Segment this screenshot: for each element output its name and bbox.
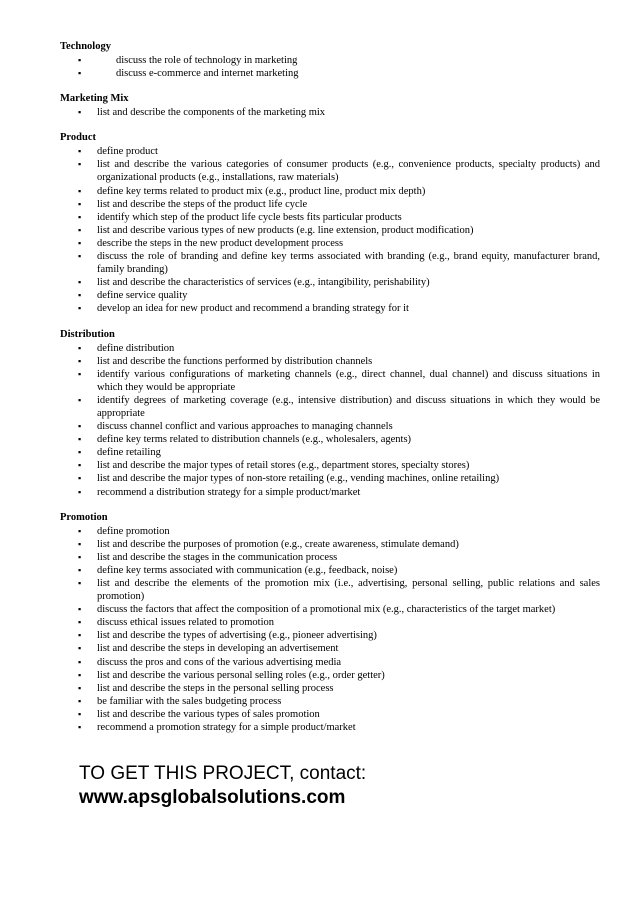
list-item — [60, 629, 600, 642]
list-item — [60, 446, 600, 459]
list-item-text: list and describe the various categories of consumer products (e.g., convenience products, specialty products) and organizational products (e.g., installations, raw materials) — [97, 159, 600, 184]
bullet-square-icon: ▪ — [78, 342, 82, 353]
section-heading: Marketing Mix — [60, 93, 129, 105]
list-item-text: list and describe the characteristics of services (e.g., intangibility, perishability) — [97, 277, 430, 289]
list-item-text: list and describe the components of the marketing mix — [97, 107, 326, 119]
bullet-square-icon: ▪ — [78, 447, 82, 458]
bullet-square-icon: ▪ — [78, 617, 82, 628]
list-item-text: define promotion — [97, 525, 170, 537]
bullet-list — [60, 525, 600, 735]
bullet-square-icon: ▪ — [78, 551, 82, 562]
list-item-text: list and describe the stages in the communication process — [97, 551, 338, 563]
bullet-square-icon: ▪ — [78, 525, 82, 536]
bullet-square-icon: ▪ — [78, 708, 82, 719]
list-item-text: develop an idea for new product and recommend a branding strategy for it — [97, 303, 409, 315]
list-item-text: list and describe the steps in the personal selling process — [97, 682, 334, 694]
list-item — [60, 603, 600, 616]
bullet-square-icon: ▪ — [78, 564, 82, 575]
bullet-square-icon: ▪ — [78, 68, 82, 79]
list-item-text: discuss the role of technology in marketing — [116, 55, 298, 66]
list-item-text: describe the steps in the new product development process — [97, 237, 344, 249]
contact-block — [79, 762, 366, 810]
list-item — [60, 420, 600, 433]
list-item-text: identify various configurations of marketing channels (e.g., direct channel, dual channel) and discuss situations in which they would be appropriate — [97, 368, 600, 393]
list-item — [60, 106, 600, 119]
bullet-square-icon: ▪ — [78, 211, 82, 222]
list-item-text: define key terms associated with communication (e.g., feedback, noise) — [97, 564, 398, 576]
list-item — [60, 185, 600, 198]
bullet-square-icon: ▪ — [78, 434, 82, 445]
section-heading: Distribution — [60, 328, 115, 340]
section-marketing-mix — [60, 92, 600, 119]
bullet-square-icon: ▪ — [78, 277, 82, 288]
list-item — [60, 237, 600, 250]
bullet-square-icon: ▪ — [78, 224, 82, 235]
list-item-text: list and describe the functions performed by distribution channels — [97, 355, 373, 367]
section-promotion — [60, 511, 600, 735]
section-technology — [60, 40, 600, 80]
list-item — [60, 695, 600, 708]
list-item — [60, 577, 600, 603]
list-item — [60, 394, 600, 420]
bullet-square-icon: ▪ — [78, 578, 82, 588]
bullet-square-icon: ▪ — [78, 695, 82, 706]
list-item-text: list and describe various types of new products (e.g. line extension, product modification) — [97, 224, 474, 236]
bullet-square-icon: ▪ — [78, 473, 82, 484]
bullet-list — [60, 106, 600, 119]
list-item — [60, 682, 600, 695]
list-item-text: discuss the role of branding and define key terms associated with branding (e.g., brand equity, manufacturer brand, family branding) — [97, 251, 600, 276]
list-item-text: list and describe the types of advertising (e.g., pioneer advertising) — [97, 630, 377, 642]
bullet-list — [60, 145, 600, 315]
list-item-text: define key terms related to product mix (e.g., product line, product mix depth) — [97, 185, 426, 197]
bullet-square-icon: ▪ — [78, 251, 82, 262]
list-item-text: list and describe the major types of non-store retailing (e.g., vending machines, online retailing) — [97, 473, 500, 485]
list-item-text: define retailing — [97, 447, 161, 459]
list-item — [60, 551, 600, 564]
list-item — [60, 224, 600, 237]
list-item — [60, 302, 600, 315]
bullet-square-icon: ▪ — [78, 538, 82, 549]
list-item-text: list and describe the various types of sales promotion — [97, 708, 320, 720]
list-item-text: discuss ethical issues related to promotion — [97, 617, 275, 629]
list-item — [60, 538, 600, 551]
bullet-square-icon: ▪ — [78, 55, 82, 65]
list-item — [60, 669, 600, 682]
list-item — [60, 642, 600, 655]
bullet-square-icon: ▪ — [78, 682, 82, 693]
bullet-square-icon: ▪ — [78, 604, 82, 615]
bullet-square-icon: ▪ — [78, 421, 82, 432]
list-item-text: identify degrees of marketing coverage (e.g., intensive distribution) and discuss situations in which they would be appropriate — [97, 394, 600, 419]
list-item-text: list and describe the purposes of promotion (e.g., create awareness, stimulate demand) — [97, 538, 459, 550]
section-heading: Promotion — [60, 511, 108, 523]
bullet-square-icon: ▪ — [78, 237, 82, 248]
section-distribution — [60, 328, 600, 499]
list-item — [60, 145, 600, 158]
list-item-text: define service quality — [97, 290, 188, 302]
list-item — [60, 198, 600, 211]
list-item — [60, 472, 600, 485]
bullet-square-icon: ▪ — [78, 290, 82, 301]
list-item-text: be familiar with the sales budgeting process — [97, 695, 282, 707]
list-item-text: define key terms related to distribution channels (e.g., wholesalers, agents) — [97, 434, 412, 446]
list-item — [60, 276, 600, 289]
list-item — [60, 342, 600, 355]
contact-url[interactable]: www.apsglobalsolutions.com — [79, 787, 346, 808]
bullet-square-icon: ▪ — [78, 722, 82, 733]
list-item-text: discuss e-commerce and internet marketing — [116, 68, 299, 80]
list-item — [60, 656, 600, 669]
bullet-square-icon: ▪ — [78, 460, 82, 471]
bullet-square-icon: ▪ — [78, 303, 82, 314]
list-item — [60, 459, 600, 472]
list-item-text: list and describe the various personal selling roles (e.g., order getter) — [97, 669, 385, 681]
bullet-square-icon: ▪ — [78, 146, 82, 157]
document-body — [60, 40, 600, 734]
section-product — [60, 131, 600, 315]
list-item-text: identify which step of the product life cycle bests fits particular products — [97, 211, 402, 223]
section-heading: Product — [60, 132, 96, 144]
list-item — [60, 289, 600, 302]
list-item — [60, 355, 600, 368]
list-item — [60, 54, 600, 67]
bullet-square-icon: ▪ — [78, 355, 82, 366]
list-item-text: define product — [97, 146, 158, 158]
list-item-text: define distribution — [97, 342, 175, 354]
list-item — [60, 250, 600, 276]
bullet-square-icon: ▪ — [78, 107, 82, 118]
list-item-text: recommend a promotion strategy for a simple product/market — [97, 722, 356, 734]
list-item — [60, 486, 600, 499]
list-item — [60, 564, 600, 577]
bullet-square-icon: ▪ — [78, 486, 82, 497]
bullet-square-icon: ▪ — [78, 643, 82, 654]
list-item — [60, 433, 600, 446]
bullet-list — [60, 342, 600, 499]
bullet-square-icon: ▪ — [78, 630, 82, 641]
list-item-text: discuss the pros and cons of the various advertising media — [97, 656, 342, 668]
section-heading: Technology — [60, 41, 111, 52]
list-item-text: discuss the factors that affect the composition of a promotional mix (e.g., characteristics of the target market) — [97, 604, 556, 616]
list-item — [60, 158, 600, 184]
contact-line: TO GET THIS PROJECT, contact: — [79, 763, 367, 784]
list-item — [60, 616, 600, 629]
bullet-square-icon: ▪ — [78, 185, 82, 196]
bullet-square-icon: ▪ — [78, 656, 82, 667]
list-item-text: list and describe the elements of the promotion mix (i.e., advertising, personal selling, public relations and sales promotion) — [97, 578, 600, 603]
list-item — [60, 211, 600, 224]
list-item — [60, 67, 600, 80]
bullet-list — [60, 54, 600, 80]
list-item-text: recommend a distribution strategy for a simple product/market — [97, 486, 361, 498]
list-item — [60, 708, 600, 721]
bullet-square-icon: ▪ — [78, 394, 82, 405]
list-item — [60, 721, 600, 734]
list-item-text: discuss channel conflict and various approaches to managing channels — [97, 421, 393, 433]
list-item-text: list and describe the steps of the product life cycle — [97, 198, 308, 210]
bullet-square-icon: ▪ — [78, 669, 82, 680]
list-item-text: list and describe the major types of retail stores (e.g., department stores, specialty stores) — [97, 460, 470, 472]
bullet-square-icon: ▪ — [78, 198, 82, 209]
list-item-text: list and describe the steps in developing an advertisement — [97, 643, 339, 655]
list-item — [60, 525, 600, 538]
bullet-square-icon: ▪ — [78, 368, 82, 379]
sections-container — [60, 40, 600, 734]
bullet-square-icon: ▪ — [78, 159, 82, 170]
list-item — [60, 368, 600, 394]
